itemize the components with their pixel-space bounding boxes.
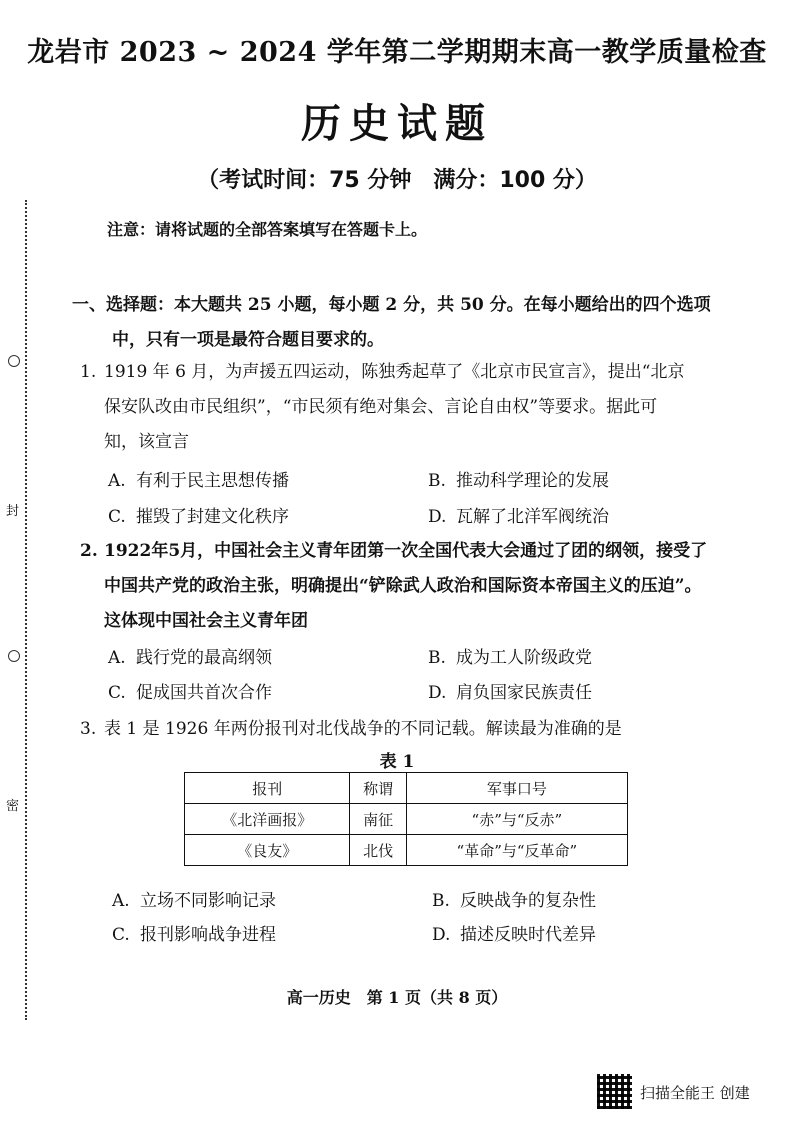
subject-title: 历史试题	[301, 100, 493, 147]
question-1	[80, 355, 740, 460]
question-number: 2.	[80, 541, 98, 561]
option-a[interactable]: A. 有利于民主思想传播	[108, 471, 289, 491]
table-header: 称谓	[350, 773, 406, 804]
binding-line	[25, 200, 27, 1020]
exam-title: 龙岩市 2023 ~ 2024 学年第二学期期末高一教学质量检查	[27, 37, 767, 68]
binding-hole	[8, 650, 20, 662]
question-stem-line: 知，该宣言	[104, 432, 189, 452]
table-cell: 南征	[350, 804, 406, 835]
section-heading	[72, 288, 737, 358]
page-footer: 高一历史 第 1 页（共 8 页）	[286, 988, 508, 1007]
option-b[interactable]: B. 反映战争的复杂性	[432, 891, 596, 911]
table-cell: “赤”与“反赤”	[406, 804, 627, 835]
option-d[interactable]: D. 肩负国家民族责任	[428, 683, 592, 703]
option-a[interactable]: A. 践行党的最高纲领	[108, 648, 272, 668]
table-cell: 北伐	[350, 835, 406, 866]
question-stem-line: 中国共产党的政治主张，明确提出“铲除武人政治和国际资本帝国主义的压迫”。	[104, 576, 702, 596]
section-line-1: 一、选择题：本大题共 25 小题，每小题 2 分，共 50 分。在每小题给出的四个选项	[72, 295, 711, 315]
question-2	[80, 534, 740, 639]
option-d[interactable]: D. 瓦解了北洋军阀统治	[428, 507, 609, 527]
exam-info: （考试时间：75 分钟 满分：100 分）	[197, 168, 597, 193]
binding-mark: 密	[6, 799, 20, 814]
question-stem-line: 这体现中国社会主义青年团	[104, 611, 308, 631]
question-stem-line: 1919 年 6 月，为声援五四运动，陈独秀起草了《北京市民宣言》，提出“北京	[104, 362, 685, 382]
scanner-watermark: 扫描全能王 创建	[640, 1084, 750, 1102]
option-c[interactable]: C. 报刊影响战争进程	[112, 925, 276, 945]
option-d[interactable]: D. 描述反映时代差异	[432, 925, 596, 945]
table-header-row	[185, 773, 628, 804]
qr-code-icon	[597, 1074, 632, 1109]
option-c[interactable]: C. 促成国共首次合作	[108, 683, 272, 703]
option-b[interactable]: B. 推动科学理论的发展	[428, 471, 609, 491]
table-row	[185, 804, 628, 835]
notice: 注意：请将试题的全部答案填写在答题卡上。	[107, 220, 428, 239]
table-header: 报刊	[185, 773, 350, 804]
table-header: 军事口号	[406, 773, 627, 804]
table-cell: 《北洋画报》	[185, 804, 350, 835]
table-1	[184, 772, 628, 866]
table-cell: “革命”与“反革命”	[406, 835, 627, 866]
table-cell: 《良友》	[185, 835, 350, 866]
question-3	[80, 712, 740, 747]
binding-mark: 封	[6, 504, 20, 519]
question-stem-line: 保安队改由市民组织”，“市民须有绝对集会、言论自由权”等要求。据此可	[104, 397, 658, 417]
question-number: 1.	[80, 362, 97, 382]
question-stem-line: 表 1 是 1926 年两份报刊对北伐战争的不同记载。解读最为准确的是	[104, 719, 622, 739]
binding-hole	[8, 355, 20, 367]
question-number: 3.	[80, 719, 97, 739]
question-stem-line: 1922年5月，中国社会主义青年团第一次全国代表大会通过了团的纲领，接受了	[104, 541, 708, 561]
option-c[interactable]: C. 摧毁了封建文化秩序	[108, 507, 289, 527]
option-b[interactable]: B. 成为工人阶级政党	[428, 648, 592, 668]
table-row	[185, 835, 628, 866]
table-caption: 表 1	[379, 752, 415, 772]
option-a[interactable]: A. 立场不同影响记录	[112, 891, 276, 911]
section-line-2: 中，只有一项是最符合题目要求的。	[112, 330, 384, 350]
